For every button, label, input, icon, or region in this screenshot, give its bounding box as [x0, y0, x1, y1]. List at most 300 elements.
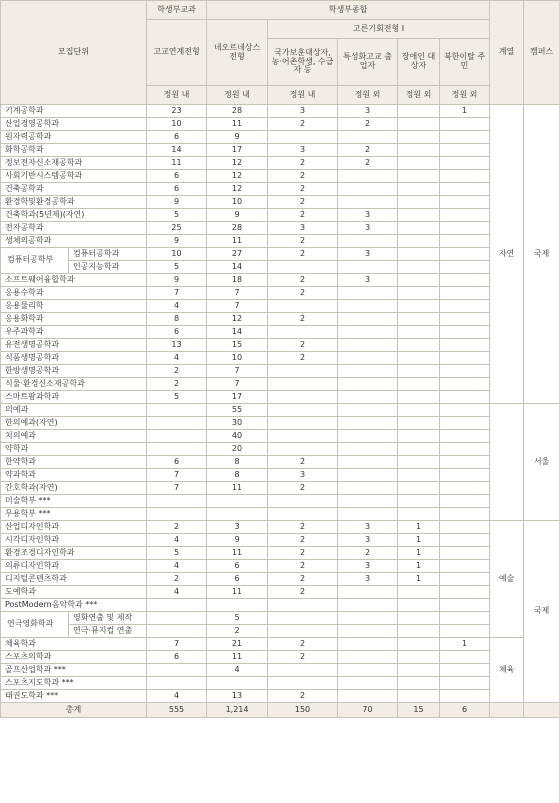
cell-neo: 6 [207, 573, 268, 586]
table-row [1, 326, 559, 339]
cell-school-link: 4 [147, 586, 207, 599]
cell-disabled [398, 235, 440, 248]
cell-disabled [398, 469, 440, 482]
cell-neo: 12 [207, 157, 268, 170]
cell-defector [440, 664, 490, 677]
dept-name: 무용학부 *** [1, 508, 147, 521]
cell-disabled [398, 443, 440, 456]
table-row [1, 521, 559, 534]
table-row [1, 651, 559, 664]
cell-neo: 40 [207, 430, 268, 443]
cell-special [338, 404, 398, 417]
cell-neo [207, 599, 268, 612]
cell-disabled [398, 378, 440, 391]
cell-special: 2 [338, 157, 398, 170]
cell-veterans: 2 [268, 651, 338, 664]
track-arts: 예술 [490, 521, 524, 638]
cell-school-link: 5 [147, 209, 207, 222]
cell-school-link: 5 [147, 391, 207, 404]
cell-school-link: 13 [147, 339, 207, 352]
cell-neo: 11 [207, 235, 268, 248]
cell-disabled [398, 144, 440, 157]
quota-label: 정원 내 [147, 86, 207, 105]
cell-school-link: 2 [147, 378, 207, 391]
cell-school-link: 9 [147, 274, 207, 287]
cell-veterans: 2 [268, 560, 338, 573]
table-row [1, 664, 559, 677]
cell-special [338, 391, 398, 404]
header-group-comprehensive: 학생부종합 [207, 1, 490, 20]
dept-name: 스포츠의학과 [1, 651, 147, 664]
cell-school-link: 25 [147, 222, 207, 235]
cell-special [338, 352, 398, 365]
cell-veterans: 2 [268, 352, 338, 365]
cell-special: 2 [338, 118, 398, 131]
table-row [1, 534, 559, 547]
cell-neo: 11 [207, 547, 268, 560]
table-row [1, 586, 559, 599]
cell-defector [440, 365, 490, 378]
cell-school-link [147, 430, 207, 443]
cell-special [338, 508, 398, 521]
table-row [1, 404, 559, 417]
cell-veterans: 3 [268, 105, 338, 118]
cell-veterans: 2 [268, 196, 338, 209]
cell-veterans: 2 [268, 157, 338, 170]
cell-defector [440, 235, 490, 248]
cell-defector [440, 352, 490, 365]
cell-neo: 10 [207, 352, 268, 365]
cell-defector [440, 248, 490, 261]
cell-defector [440, 482, 490, 495]
cell-school-link [147, 508, 207, 521]
cell-school-link [147, 443, 207, 456]
cell-school-link [147, 612, 207, 625]
cell-disabled [398, 651, 440, 664]
cell-school-link: 11 [147, 157, 207, 170]
cell-disabled [398, 157, 440, 170]
cell-disabled [398, 170, 440, 183]
table-row [1, 300, 559, 313]
total-school-link: 555 [147, 703, 207, 718]
table-row [1, 105, 559, 118]
cell-veterans: 2 [268, 638, 338, 651]
table-row [1, 235, 559, 248]
cell-special [338, 443, 398, 456]
cell-school-link: 6 [147, 456, 207, 469]
cell-school-link: 5 [147, 547, 207, 560]
table-row [1, 339, 559, 352]
dept-name: 식품생명공학과 [1, 352, 147, 365]
dept-name: 스마트팜과학과 [1, 391, 147, 404]
cell-veterans: 3 [268, 469, 338, 482]
total-track-empty [490, 703, 524, 718]
header-unit: 모집단위 [1, 1, 147, 105]
table-row [1, 157, 559, 170]
header-defector: 북한이탈 주민 [440, 39, 490, 86]
cell-veterans: 2 [268, 313, 338, 326]
cell-veterans: 2 [268, 209, 338, 222]
cell-defector: 1 [440, 638, 490, 651]
cell-special: 3 [338, 534, 398, 547]
cell-neo: 55 [207, 404, 268, 417]
cell-disabled [398, 261, 440, 274]
cell-veterans: 2 [268, 287, 338, 300]
cell-school-link [147, 664, 207, 677]
cell-disabled [398, 300, 440, 313]
cell-defector [440, 521, 490, 534]
cell-school-link: 10 [147, 248, 207, 261]
cell-veterans [268, 625, 338, 638]
cell-disabled [398, 508, 440, 521]
cell-neo: 27 [207, 248, 268, 261]
dept-name: 간호학과(자연) [1, 482, 147, 495]
cell-veterans: 2 [268, 248, 338, 261]
cell-special [338, 677, 398, 690]
cell-school-link [147, 677, 207, 690]
cell-special [338, 638, 398, 651]
cell-defector [440, 300, 490, 313]
cell-veterans [268, 417, 338, 430]
cell-disabled [398, 430, 440, 443]
cell-special: 3 [338, 105, 398, 118]
cell-defector [440, 131, 490, 144]
cell-neo: 7 [207, 287, 268, 300]
cell-school-link: 10 [147, 118, 207, 131]
cell-veterans [268, 677, 338, 690]
cell-veterans: 2 [268, 274, 338, 287]
cell-special [338, 261, 398, 274]
cell-veterans [268, 261, 338, 274]
cell-neo: 8 [207, 469, 268, 482]
dept-name: 컴퓨터공학과 [69, 248, 147, 261]
cell-defector [440, 573, 490, 586]
cell-defector [440, 560, 490, 573]
total-row [1, 703, 559, 718]
cell-special: 3 [338, 248, 398, 261]
cell-neo: 8 [207, 456, 268, 469]
dept-name: 생체의공학과 [1, 235, 147, 248]
cell-disabled [398, 417, 440, 430]
cell-defector [440, 547, 490, 560]
cell-school-link: 23 [147, 105, 207, 118]
table-row [1, 573, 559, 586]
table-row [1, 690, 559, 703]
cell-school-link: 8 [147, 313, 207, 326]
cell-disabled [398, 495, 440, 508]
cell-special [338, 365, 398, 378]
dept-name: 연극·뮤지컬 연출 [69, 625, 147, 638]
cell-special [338, 326, 398, 339]
total-veterans: 150 [268, 703, 338, 718]
cell-neo: 3 [207, 521, 268, 534]
cell-veterans: 3 [268, 144, 338, 157]
dept-name: 디지털콘텐츠학과 [1, 573, 147, 586]
cell-neo [207, 495, 268, 508]
cell-veterans [268, 131, 338, 144]
cell-defector [440, 274, 490, 287]
cell-special: 3 [338, 560, 398, 573]
cell-special [338, 495, 398, 508]
campus-seoul: 서울 [524, 404, 559, 521]
cell-defector [440, 469, 490, 482]
cell-special [338, 664, 398, 677]
cell-defector [440, 313, 490, 326]
cell-disabled: 1 [398, 547, 440, 560]
cell-special [338, 651, 398, 664]
dept-name: PostModern음악학과 *** [1, 599, 147, 612]
cell-neo: 7 [207, 378, 268, 391]
cell-school-link: 4 [147, 300, 207, 313]
cell-school-link: 2 [147, 365, 207, 378]
dept-name: 의예과 [1, 404, 147, 417]
total-disabled: 15 [398, 703, 440, 718]
header-neo: 네오르네상스 전형 [207, 20, 268, 86]
dept-name: 의류디자인학과 [1, 560, 147, 573]
cell-special [338, 586, 398, 599]
dept-name: 한방생명공학과 [1, 365, 147, 378]
cell-defector [440, 534, 490, 547]
cell-neo: 20 [207, 443, 268, 456]
cell-neo [207, 508, 268, 521]
cell-disabled [398, 599, 440, 612]
cell-special [338, 170, 398, 183]
cell-defector [440, 196, 490, 209]
cell-special [338, 456, 398, 469]
dept-name: 건축공학과 [1, 183, 147, 196]
table-row [1, 456, 559, 469]
table-row [1, 365, 559, 378]
cell-special [338, 599, 398, 612]
table-row [1, 170, 559, 183]
cell-defector [440, 404, 490, 417]
cell-disabled [398, 625, 440, 638]
dept-name: 소프트웨어융합학과 [1, 274, 147, 287]
track-natural: 자연 [490, 105, 524, 404]
cell-veterans [268, 391, 338, 404]
dept-name: 응용수학과 [1, 287, 147, 300]
cell-special [338, 287, 398, 300]
total-campus-empty [524, 703, 559, 718]
dept-name: 영화연출 및 제작 [69, 612, 147, 625]
cell-disabled: 1 [398, 560, 440, 573]
cell-school-link: 9 [147, 235, 207, 248]
table-row [1, 209, 559, 222]
cell-defector [440, 651, 490, 664]
dept-name: 스포츠지도학과 *** [1, 677, 147, 690]
dept-name: 도예학과 [1, 586, 147, 599]
table-row [1, 677, 559, 690]
cell-special: 3 [338, 209, 398, 222]
cell-veterans [268, 300, 338, 313]
cell-neo: 12 [207, 313, 268, 326]
quota-label: 정원 외 [440, 86, 490, 105]
dept-name: 태권도학과 *** [1, 690, 147, 703]
cell-special: 2 [338, 144, 398, 157]
cell-veterans: 2 [268, 482, 338, 495]
dept-name: 사회기반시스템공학과 [1, 170, 147, 183]
cell-disabled [398, 313, 440, 326]
cell-disabled [398, 391, 440, 404]
table-row [1, 222, 559, 235]
cell-special [338, 378, 398, 391]
dept-name: 식물·환경신소재공학과 [1, 378, 147, 391]
cell-neo: 2 [207, 625, 268, 638]
cell-special [338, 625, 398, 638]
dept-name: 인공지능학과 [69, 261, 147, 274]
cell-neo: 14 [207, 326, 268, 339]
cell-disabled [398, 638, 440, 651]
cell-veterans [268, 430, 338, 443]
cell-neo: 30 [207, 417, 268, 430]
cell-disabled: 1 [398, 573, 440, 586]
cell-veterans [268, 326, 338, 339]
cell-defector [440, 443, 490, 456]
cell-neo: 13 [207, 690, 268, 703]
cell-special [338, 183, 398, 196]
cell-special [338, 469, 398, 482]
cell-school-link [147, 599, 207, 612]
cell-disabled [398, 196, 440, 209]
dept-name: 응용물리학 [1, 300, 147, 313]
table-row [1, 248, 559, 261]
header-veterans: 국가보훈대상자, 농·어촌학생, 수급자 등 [268, 39, 338, 86]
cell-neo: 10 [207, 196, 268, 209]
cell-veterans [268, 365, 338, 378]
cell-disabled [398, 287, 440, 300]
cell-school-link: 2 [147, 521, 207, 534]
quota-label: 정원 내 [207, 86, 268, 105]
cell-defector [440, 118, 490, 131]
dept-name: 화학공학과 [1, 144, 147, 157]
cell-neo: 28 [207, 222, 268, 235]
group-computer: 컴퓨터공학부 [1, 248, 69, 274]
cell-defector [440, 495, 490, 508]
table-row [1, 443, 559, 456]
cell-defector [440, 339, 490, 352]
cell-disabled [398, 612, 440, 625]
header-track: 계열 [490, 1, 524, 105]
dept-name: 약과학과 [1, 469, 147, 482]
cell-defector [440, 430, 490, 443]
cell-veterans: 2 [268, 586, 338, 599]
cell-disabled [398, 131, 440, 144]
cell-neo: 7 [207, 300, 268, 313]
cell-school-link: 6 [147, 131, 207, 144]
quota-label: 정원 외 [338, 86, 398, 105]
dept-name: 골프산업학과 *** [1, 664, 147, 677]
table-row [1, 378, 559, 391]
cell-neo: 21 [207, 638, 268, 651]
cell-veterans [268, 495, 338, 508]
table-row [1, 391, 559, 404]
dept-name: 환경조경디자인학과 [1, 547, 147, 560]
cell-neo: 15 [207, 339, 268, 352]
cell-special: 3 [338, 573, 398, 586]
dept-name: 약학과 [1, 443, 147, 456]
cell-neo: 14 [207, 261, 268, 274]
dept-name: 치의예과 [1, 430, 147, 443]
cell-defector [440, 456, 490, 469]
table-row [1, 469, 559, 482]
cell-disabled [398, 222, 440, 235]
track-sports: 체육 [490, 638, 524, 703]
table-row [1, 352, 559, 365]
cell-school-link: 4 [147, 560, 207, 573]
cell-veterans [268, 664, 338, 677]
cell-defector [440, 612, 490, 625]
cell-veterans: 2 [268, 183, 338, 196]
cell-school-link [147, 495, 207, 508]
dept-name: 산업디자인학과 [1, 521, 147, 534]
cell-special [338, 300, 398, 313]
cell-neo: 17 [207, 391, 268, 404]
header-disabled: 장애인 대상자 [398, 39, 440, 86]
cell-defector [440, 183, 490, 196]
cell-defector [440, 586, 490, 599]
cell-veterans [268, 443, 338, 456]
dept-name: 시각디자인학과 [1, 534, 147, 547]
cell-disabled [398, 404, 440, 417]
cell-school-link: 6 [147, 651, 207, 664]
cell-disabled [398, 352, 440, 365]
table-row [1, 417, 559, 430]
cell-school-link [147, 404, 207, 417]
table-row [1, 196, 559, 209]
cell-neo: 9 [207, 209, 268, 222]
cell-disabled: 1 [398, 521, 440, 534]
quota-label: 정원 외 [398, 86, 440, 105]
cell-school-link [147, 417, 207, 430]
cell-neo: 11 [207, 482, 268, 495]
cell-veterans: 2 [268, 521, 338, 534]
table-row [1, 560, 559, 573]
cell-disabled [398, 664, 440, 677]
cell-special [338, 417, 398, 430]
cell-defector [440, 144, 490, 157]
cell-neo: 5 [207, 612, 268, 625]
table-row [1, 495, 559, 508]
dept-name: 기계공학과 [1, 105, 147, 118]
cell-school-link: 14 [147, 144, 207, 157]
cell-veterans: 2 [268, 118, 338, 131]
cell-neo: 12 [207, 183, 268, 196]
cell-veterans [268, 599, 338, 612]
cell-special [338, 131, 398, 144]
dept-name: 응용화학과 [1, 313, 147, 326]
cell-neo: 28 [207, 105, 268, 118]
dept-name: 전자공학과 [1, 222, 147, 235]
cell-veterans: 2 [268, 690, 338, 703]
cell-neo: 7 [207, 365, 268, 378]
cell-defector [440, 222, 490, 235]
cell-school-link: 6 [147, 326, 207, 339]
cell-school-link: 6 [147, 183, 207, 196]
cell-veterans: 2 [268, 547, 338, 560]
cell-neo: 11 [207, 651, 268, 664]
group-theater: 연극영화학과 [1, 612, 69, 638]
cell-disabled [398, 248, 440, 261]
cell-school-link: 5 [147, 261, 207, 274]
cell-disabled [398, 326, 440, 339]
table-row [1, 599, 559, 612]
dept-name: 한의예과(자연) [1, 417, 147, 430]
cell-neo: 9 [207, 534, 268, 547]
cell-neo: 12 [207, 170, 268, 183]
cell-special [338, 196, 398, 209]
dept-name: 우주과학과 [1, 326, 147, 339]
table-row [1, 430, 559, 443]
